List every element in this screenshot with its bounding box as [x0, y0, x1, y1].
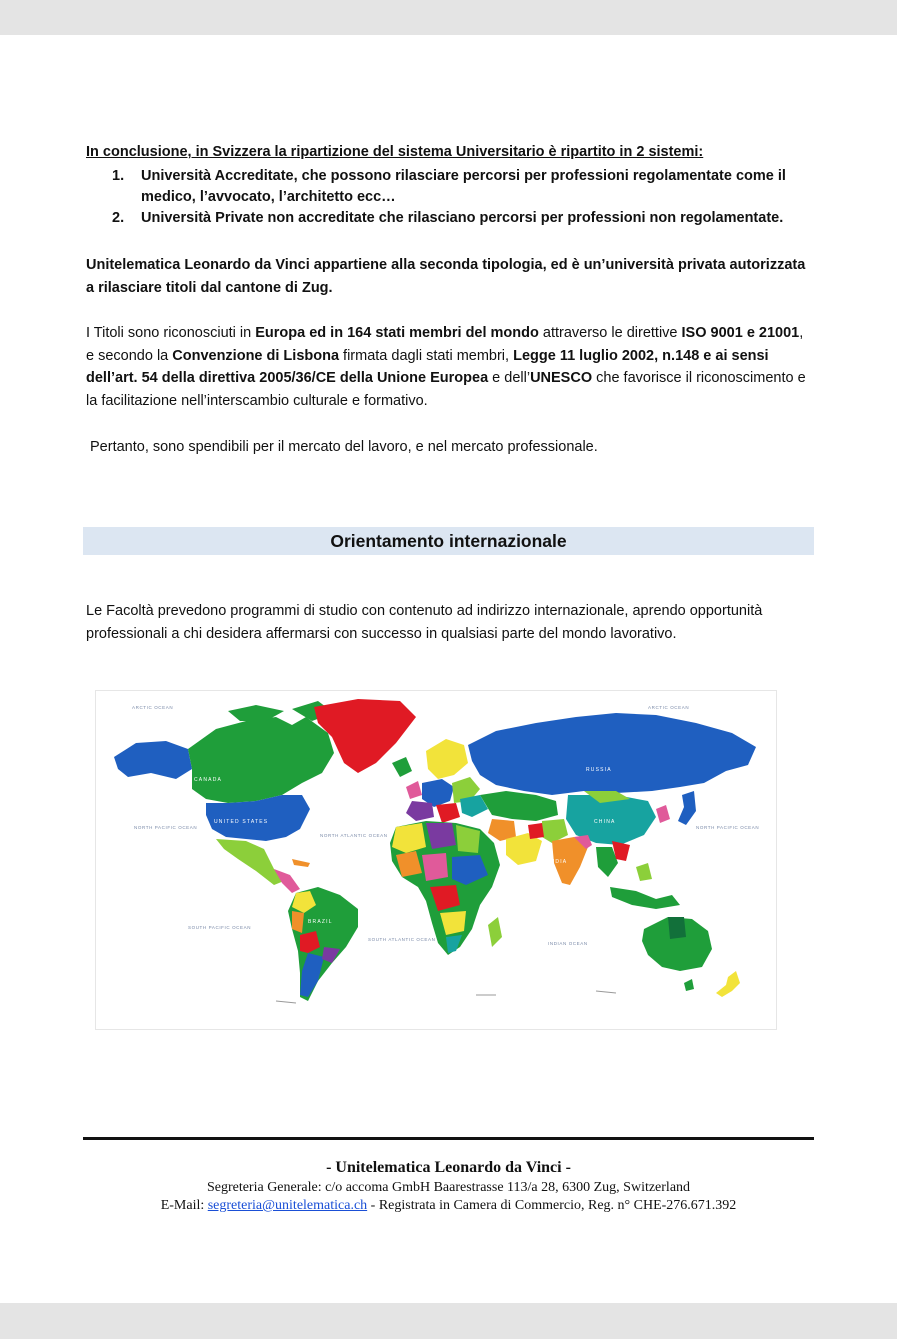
list-item — [112, 208, 802, 229]
paragraph-unitelematica: Unitelematica Leonardo da Vinci appartiene alla seconda tipologia, ed è un’università privata autorizzata a rilasciare titoli dal cantone di Zug. — [86, 257, 806, 296]
list-item-number: 2. — [112, 210, 125, 226]
footer-divider — [83, 1137, 814, 1140]
bold-run: Europa ed in 164 stati membri del mondo — [255, 325, 539, 341]
bold-run: Legge 11 luglio 2002, n.148 e ai sensi dell’art. 54 della direttiva 2005/36/CE della Unione Europea — [86, 347, 769, 386]
text-run: firmata dagli stati membri, — [339, 347, 514, 364]
bold-run: Convenzione di Lisbona — [172, 347, 340, 364]
list-item-text: Università Private non accreditate che rilasciano percorsi per professioni non regolamentate. — [141, 210, 784, 226]
footer-registration: - Registrata in Camera di Commercio, Reg. n° CHE-276.671.392 — [367, 1198, 737, 1213]
world-map-image — [95, 690, 777, 1030]
map-label-indian: INDIAN OCEAN — [548, 941, 588, 946]
map-label-canada: CANADA — [194, 777, 223, 783]
footer-address: Segreteria Generale: c/o accoma GmbH Baarestrasse 113/a 28, 6300 Zug, Switzerland — [206, 1180, 691, 1195]
text-run: attraverso le direttive — [538, 325, 682, 341]
map-label-united-states: UNITED STATES — [214, 819, 269, 825]
section-title-ripartizione: In conclusione, in Svizzera la ripartizione del sistema Universitario è ripartito in 2 sistemi: — [86, 144, 704, 160]
map-label-north-atlantic: NORTH ATLANTIC OCEAN — [320, 833, 388, 838]
paragraph-facolta: Le Facoltà prevedono programmi di studio con contenuto ad indirizzo internazionale, aprendo opportunità professionali a chi desidera affermarsi con successo in qualsiasi parte del mondo lavorativo. — [86, 603, 763, 642]
map-label-china: CHINA — [594, 819, 616, 825]
bold-run: ISO 9001 e 21001 — [681, 325, 800, 341]
map-label-arctic-right: ARCTIC OCEAN — [648, 705, 690, 710]
list-item-number: 1. — [112, 168, 125, 184]
map-label-south-pacific: SOUTH PACIFIC OCEAN — [188, 925, 252, 930]
bold-run: UNESCO — [530, 370, 593, 386]
map-label-brazil: BRAZIL — [308, 919, 333, 925]
map-label-india: INDIA — [548, 859, 568, 865]
list-item — [112, 166, 802, 207]
text-run: , e secondo la — [86, 325, 804, 364]
map-label-arctic-left: ARCTIC OCEAN — [132, 705, 174, 710]
map-label-north-pacific-right: NORTH PACIFIC OCEAN — [696, 825, 760, 830]
footer-organization-name: - Unitelematica Leonardo da Vinci - — [326, 1159, 571, 1176]
footer-contact-line — [0, 1198, 897, 1214]
text-run: I Titoli sono riconosciuti in — [86, 325, 256, 341]
section-heading-orientamento: Orientamento internazionale — [83, 527, 814, 555]
list-item-text: Università Accreditate, che possono rilasciare percorsi per professioni regolamentate come il medico, l’avvocato, l’architetto ecc… — [141, 168, 786, 205]
map-label-south-atlantic: SOUTH ATLANTIC OCEAN — [368, 937, 436, 942]
document-page — [0, 35, 897, 1303]
footer-email-link[interactable]: segreteria@unitelematica.ch — [207, 1198, 368, 1213]
map-label-north-pacific-left: NORTH PACIFIC OCEAN — [134, 825, 198, 830]
paragraph-titoli — [86, 322, 814, 412]
paragraph-pertanto: Pertanto, sono spendibili per il mercato del lavoro, e nel mercato professionale. — [90, 439, 598, 455]
footer-email-label: E-Mail: — [160, 1198, 208, 1213]
world-map-svg — [96, 691, 776, 1029]
university-systems-list — [112, 166, 802, 230]
text-run: che favorisce il riconoscimento e la facilitazione nell’interscambio culturale e formativo. — [86, 370, 806, 409]
map-label-russia: RUSSIA — [586, 767, 612, 773]
text-run: e dell’ — [488, 370, 531, 386]
